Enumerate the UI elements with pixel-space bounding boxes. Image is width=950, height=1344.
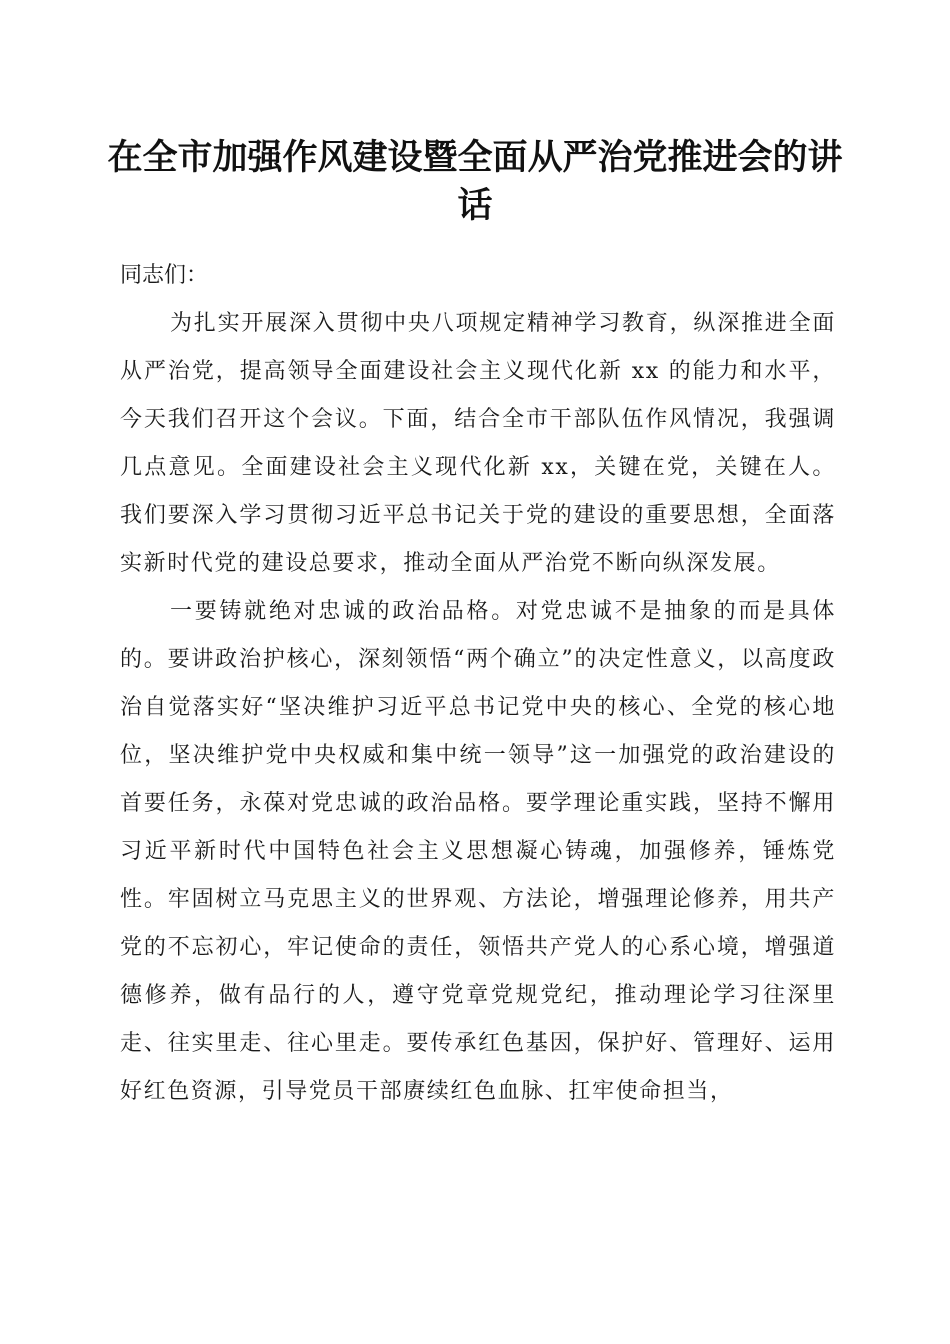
paragraph-loyalty: 一要铸就绝对忠诚的政治品格。对党忠诚不是抽象的而是具体的。要讲政治护核心，深刻领悟“两个确立”的决定性意义，以高度政治自觉落实好“坚决维护习近平总书记党中央的核心、全党的核心地位，坚决维护党中央权威和集中统一领导”这一加强党的政治建设的首要任务，永葆对党忠诚的政治品格。要学理论重实践，坚持不懈用习近平新时代中国特色社会主义思想凝心铸魂，加强修养，锤炼党性。牢固树立马克思主义的世界观、方法论，增强理论修养，用共产党的不忘初心，牢记使命的责任，领悟共产党人的心系心境，增强道德修养，做有品行的人，遵守党章党规党纪，推动理论学习往深里走、往实里走、往心里走。要传承红色基因，保护好、管理好、运用好红色资源，引导党员干部赓续红色血脉、扛牢使命担当， <box>120 599 836 1104</box>
document-body <box>120 252 836 1116</box>
salutation: 同志们： <box>120 263 209 288</box>
document-title: 在全市加强作风建设暨全面从严治党推进会的讲话 <box>107 137 843 226</box>
paragraph-intro: 为扎实开展深入贯彻中央八项规定精神学习教育，纵深推进全面从严治党，提高领导全面建设社会主义现代化新 xx 的能力和水平，今天我们召开这个会议。下面，结合全市干部队伍作风情况，我强调几点意见。全面建设社会主义现代化新 xx，关键在党，关键在人。我们要深入学习贯彻习近平总书记关于党的建设的重要思想，全面落实新时代党的建设总要求，推动全面从严治党不断向纵深发展。 <box>120 311 836 576</box>
